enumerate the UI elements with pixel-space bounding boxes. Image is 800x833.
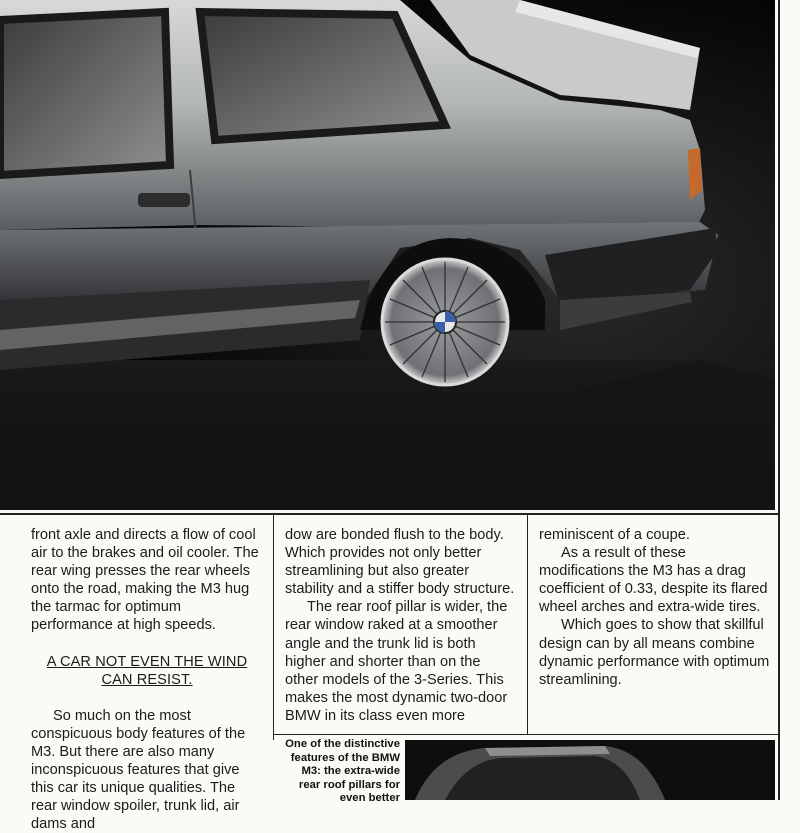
column-3-paragraph-1: reminiscent of a coupe.: [539, 527, 690, 543]
column-2-paragraph-1: dow are bonded flush to the body. Which provides not only better streamlining but also greater stability and a stiffer body structure.: [285, 527, 515, 598]
column-1-paragraph-2: So much on the most conspicuous body features of the M3. But there are also many inconspicuous features that give this car its unique qualities. The rear window spoiler, trunk lid, air dams and: [31, 707, 246, 833]
text-column-3: [539, 526, 771, 689]
column-3-paragraph-3: Which goes to show that skillful design can by all means combine dynamic performance with optimum streamlining.: [539, 617, 770, 688]
inset-car-photo: [405, 740, 775, 800]
column-1-paragraph-1: front axle and directs a flow of cool air to the brakes and oil cooler. The rear wing presses the rear wheels onto the road, making the M3 hug the tarmac for optimum performance at high speeds.: [31, 527, 259, 634]
text-column-1: [31, 526, 263, 833]
text-column-2: [285, 526, 517, 725]
photo-caption: One of the distinctive features of the BMW M3: the extra-wide rear roof pillars for even better: [285, 738, 400, 805]
section-heading-line-2: CAN RESIST.: [101, 671, 193, 688]
column-2-paragraph-2: The rear roof pillar is wider, the rear window raked at a smoother angle and the trunk lid is both higher and shorter than on the other models of the 3-Series. This makes the most dynamic two-door BMW in its class even more: [285, 599, 508, 724]
section-heading: [31, 653, 263, 689]
column-rule-1: [273, 514, 274, 740]
column-3-paragraph-2: As a result of these modifications the M3 has a drag coefficient of 0.33, despite its flared wheel arches and extra-wide tires.: [539, 545, 768, 616]
section-heading-line-1: A CAR NOT EVEN THE WIND: [46, 653, 248, 670]
frame-top-rule: [0, 513, 780, 515]
column-rule-2: [527, 514, 528, 734]
inset-top-rule: [273, 734, 779, 735]
frame-right-rule: [778, 0, 780, 800]
